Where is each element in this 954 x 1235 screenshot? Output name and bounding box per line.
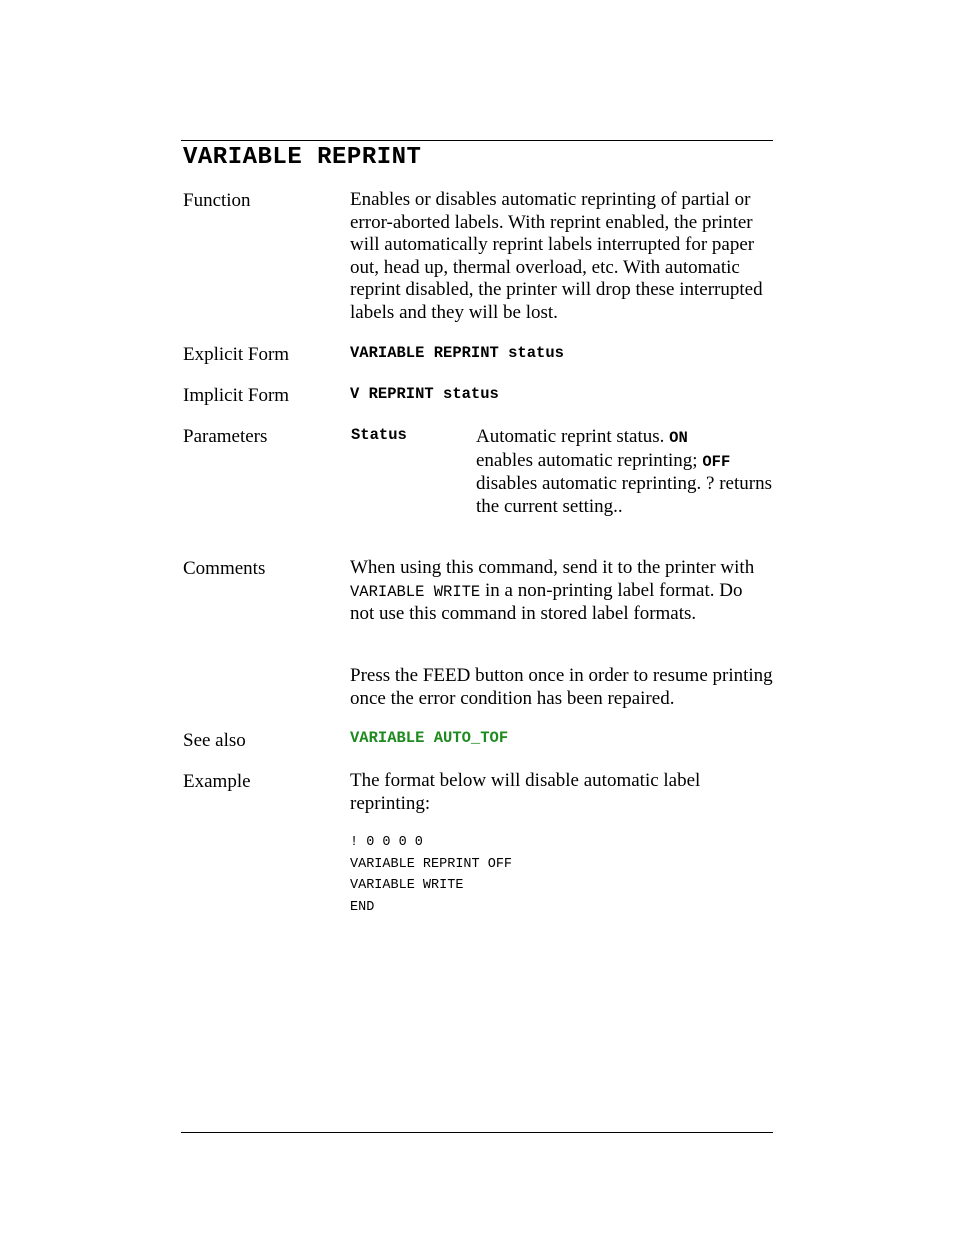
param-desc-part3: disables automatic reprinting. ? returns the current setting.. (476, 473, 772, 517)
explicit-form-label: Explicit Form (183, 344, 290, 365)
bottom-rule (181, 1132, 773, 1133)
comments-paragraph-1 (350, 557, 770, 626)
example-code-block (350, 832, 512, 919)
see-also-label: See also (183, 730, 246, 751)
parameters-label: Parameters (183, 426, 268, 447)
top-rule (181, 140, 773, 141)
example-code-line: VARIABLE WRITE (350, 878, 464, 894)
explicit-form-code: VARIABLE REPRINT status (350, 344, 564, 362)
comments-p1-part-b: in a non-printing label format. Do not use this command in stored label formats. (350, 579, 743, 625)
example-text: The format below will disable automatic label reprinting: (350, 770, 701, 814)
param-desc-part1: Automatic reprint status. (476, 426, 665, 447)
param-on-value: ON (669, 429, 688, 447)
comments-paragraph-2: Press the FEED button once in order to resume printing once the error condition has been repaired. (350, 665, 773, 709)
function-text: Enables or disables automatic reprinting of partial or error-aborted labels. With reprint enabled, the printer will automatically reprint labels interrupted for paper out, head up, thermal overload, etc. With automatic reprint disabled, the printer will drop these interrupted labels and they will be lost. (350, 189, 763, 323)
example-code-line: END (350, 900, 375, 916)
function-label: Function (183, 190, 251, 211)
example-code-line: ! 0 0 0 0 (350, 835, 423, 850)
parameter-name: Status (351, 426, 407, 444)
param-off-value: OFF (702, 452, 731, 471)
page-title: VARIABLE REPRINT (183, 144, 422, 171)
comments-label: Comments (183, 558, 266, 579)
implicit-form-code: V REPRINT status (350, 385, 499, 403)
parameter-description (476, 426, 776, 518)
example-label: Example (183, 771, 251, 792)
implicit-form-label: Implicit Form (183, 385, 290, 406)
comments-p1-code: VARIABLE WRITE (350, 582, 481, 601)
param-desc-part2: enables automatic reprinting; (476, 449, 698, 471)
comments-p1-part-a: When using this command, send it to the printer with (350, 557, 755, 578)
example-code-line: VARIABLE REPRINT OFF (350, 856, 513, 872)
see-also-link[interactable]: VARIABLE AUTO_TOF (350, 729, 509, 747)
